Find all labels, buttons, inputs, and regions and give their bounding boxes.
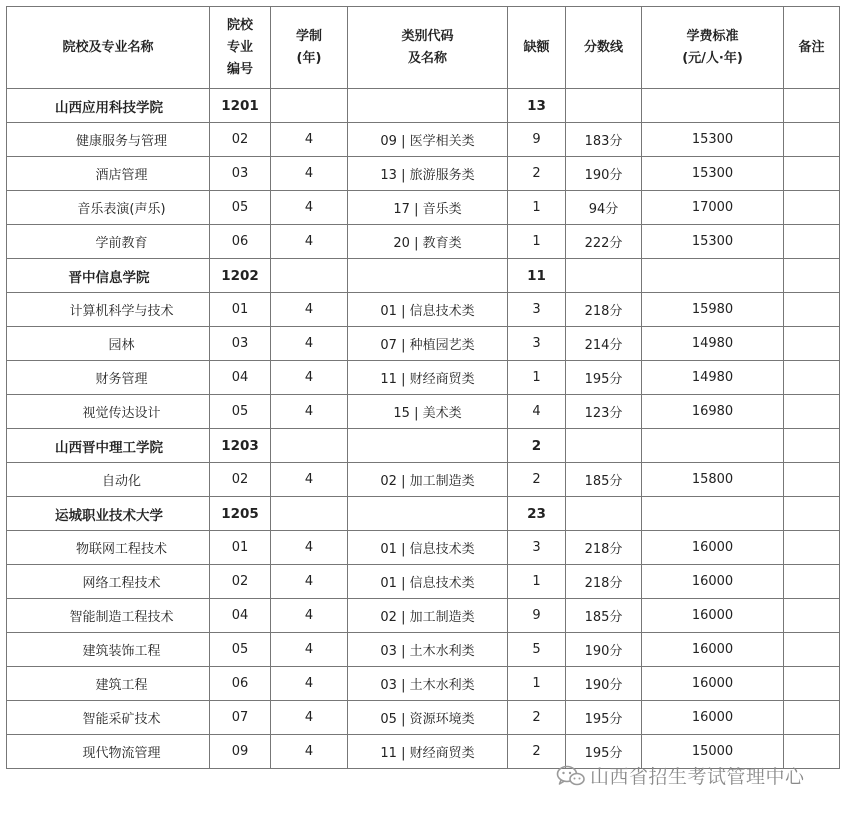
major-score: 195分 (566, 701, 642, 735)
major-category: 09 | 医学相关类 (348, 123, 508, 157)
major-code: 05 (210, 191, 271, 225)
major-code: 05 (210, 633, 271, 667)
school-row (7, 497, 840, 531)
header-code-line: 专业 (226, 39, 253, 55)
major-category: 01 | 信息技术类 (348, 293, 508, 327)
major-score: 190分 (566, 667, 642, 701)
header-name: 院校及专业名称 (7, 7, 210, 89)
major-vacancy: 3 (508, 531, 566, 565)
header-code-line: 编号 (226, 61, 253, 77)
major-vacancy: 2 (508, 463, 566, 497)
school-vacancy: 13 (508, 89, 566, 123)
major-score: 195分 (566, 735, 642, 769)
major-years: 4 (271, 701, 348, 735)
major-years: 4 (271, 565, 348, 599)
major-years: 4 (271, 531, 348, 565)
school-name: 晋中信息学院 (7, 259, 210, 293)
major-name: 音乐表演(声乐) (7, 191, 210, 225)
school-category-cell (348, 429, 508, 463)
major-score: 94分 (566, 191, 642, 225)
major-category: 02 | 加工制造类 (348, 463, 508, 497)
school-code: 1203 (210, 429, 271, 463)
major-vacancy: 9 (508, 123, 566, 157)
major-remark (784, 157, 840, 191)
school-name: 运城职业技术大学 (7, 497, 210, 531)
school-remark-cell (784, 429, 840, 463)
school-name: 山西晋中理工学院 (7, 429, 210, 463)
major-score: 185分 (566, 599, 642, 633)
major-name: 园林 (7, 327, 210, 361)
table-body (7, 89, 840, 769)
major-years: 4 (271, 157, 348, 191)
major-fee: 16000 (642, 701, 784, 735)
school-category-cell (348, 497, 508, 531)
school-fee-cell (642, 259, 784, 293)
school-category-cell (348, 259, 508, 293)
header-fee (642, 7, 784, 89)
header-years-line: 学制 (295, 28, 322, 44)
major-fee: 16000 (642, 565, 784, 599)
major-fee: 16000 (642, 599, 784, 633)
school-fee-cell (642, 89, 784, 123)
major-category: 03 | 土木水利类 (348, 667, 508, 701)
header-years (271, 7, 348, 89)
major-code: 02 (210, 565, 271, 599)
major-row (7, 599, 840, 633)
major-years: 4 (271, 735, 348, 769)
major-vacancy: 1 (508, 225, 566, 259)
major-score: 218分 (566, 531, 642, 565)
major-row (7, 667, 840, 701)
major-years: 4 (271, 463, 348, 497)
major-row (7, 157, 840, 191)
major-fee: 15300 (642, 157, 784, 191)
school-vacancy: 23 (508, 497, 566, 531)
major-score: 183分 (566, 123, 642, 157)
header-remark: 备注 (784, 7, 840, 89)
major-row (7, 361, 840, 395)
major-category: 01 | 信息技术类 (348, 531, 508, 565)
major-remark (784, 531, 840, 565)
major-vacancy: 9 (508, 599, 566, 633)
major-row (7, 463, 840, 497)
major-row (7, 327, 840, 361)
major-category: 13 | 旅游服务类 (348, 157, 508, 191)
major-vacancy: 2 (508, 701, 566, 735)
header-code (210, 7, 271, 89)
major-code: 06 (210, 225, 271, 259)
major-years: 4 (271, 293, 348, 327)
major-remark (784, 463, 840, 497)
major-score: 214分 (566, 327, 642, 361)
major-category: 17 | 音乐类 (348, 191, 508, 225)
major-name: 学前教育 (7, 225, 210, 259)
major-fee: 15300 (642, 225, 784, 259)
header-years-line: (年) (296, 50, 322, 66)
school-row (7, 259, 840, 293)
major-name: 自动化 (7, 463, 210, 497)
major-score: 218分 (566, 293, 642, 327)
major-score: 123分 (566, 395, 642, 429)
major-fee: 14980 (642, 361, 784, 395)
major-fee: 16980 (642, 395, 784, 429)
major-remark (784, 565, 840, 599)
major-name: 物联网工程技术 (7, 531, 210, 565)
major-name: 健康服务与管理 (7, 123, 210, 157)
school-score-cell (566, 497, 642, 531)
major-remark (784, 395, 840, 429)
major-fee: 15300 (642, 123, 784, 157)
major-row (7, 395, 840, 429)
major-vacancy: 2 (508, 157, 566, 191)
major-category: 03 | 土木水利类 (348, 633, 508, 667)
watermark (556, 762, 805, 789)
major-fee: 14980 (642, 327, 784, 361)
major-row (7, 701, 840, 735)
major-fee: 16000 (642, 531, 784, 565)
major-remark (784, 361, 840, 395)
major-row (7, 565, 840, 599)
wechat-icon (556, 764, 586, 788)
major-row (7, 293, 840, 327)
header-score: 分数线 (566, 7, 642, 89)
school-vacancy: 11 (508, 259, 566, 293)
school-remark-cell (784, 497, 840, 531)
major-category: 05 | 资源环境类 (348, 701, 508, 735)
major-remark (784, 599, 840, 633)
major-vacancy: 1 (508, 667, 566, 701)
major-fee: 16000 (642, 633, 784, 667)
school-fee-cell (642, 429, 784, 463)
header-row (7, 7, 840, 89)
major-years: 4 (271, 327, 348, 361)
major-vacancy: 3 (508, 293, 566, 327)
major-score: 195分 (566, 361, 642, 395)
major-code: 07 (210, 701, 271, 735)
header-category-line: 及名称 (407, 50, 447, 66)
header-category (348, 7, 508, 89)
major-fee: 15980 (642, 293, 784, 327)
school-score-cell (566, 89, 642, 123)
major-name: 财务管理 (7, 361, 210, 395)
major-category: 11 | 财经商贸类 (348, 735, 508, 769)
major-code: 03 (210, 157, 271, 191)
header-vacancy: 缺额 (508, 7, 566, 89)
major-fee: 15000 (642, 735, 784, 769)
major-code: 06 (210, 667, 271, 701)
school-remark-cell (784, 89, 840, 123)
major-remark (784, 225, 840, 259)
major-code: 01 (210, 293, 271, 327)
major-years: 4 (271, 667, 348, 701)
major-remark (784, 667, 840, 701)
school-fee-cell (642, 497, 784, 531)
major-code: 02 (210, 463, 271, 497)
major-years: 4 (271, 225, 348, 259)
major-category: 07 | 种植园艺类 (348, 327, 508, 361)
major-score: 190分 (566, 157, 642, 191)
school-code: 1201 (210, 89, 271, 123)
major-name: 现代物流管理 (7, 735, 210, 769)
major-name: 智能采矿技术 (7, 701, 210, 735)
major-remark (784, 327, 840, 361)
school-years-cell (271, 429, 348, 463)
major-score: 222分 (566, 225, 642, 259)
header-code-line: 院校 (226, 17, 253, 33)
major-name: 酒店管理 (7, 157, 210, 191)
major-fee: 15800 (642, 463, 784, 497)
major-name: 建筑工程 (7, 667, 210, 701)
major-years: 4 (271, 123, 348, 157)
school-score-cell (566, 429, 642, 463)
major-row (7, 191, 840, 225)
major-fee: 17000 (642, 191, 784, 225)
major-name: 建筑装饰工程 (7, 633, 210, 667)
major-vacancy: 1 (508, 565, 566, 599)
major-row (7, 633, 840, 667)
major-name: 计算机科学与技术 (7, 293, 210, 327)
school-score-cell (566, 259, 642, 293)
major-years: 4 (271, 361, 348, 395)
watermark-text: 山西省招生考试管理中心 (590, 766, 805, 788)
major-remark (784, 633, 840, 667)
major-code: 04 (210, 599, 271, 633)
major-vacancy: 1 (508, 361, 566, 395)
major-years: 4 (271, 191, 348, 225)
major-remark (784, 701, 840, 735)
major-name: 网络工程技术 (7, 565, 210, 599)
major-vacancy: 1 (508, 191, 566, 225)
major-score: 190分 (566, 633, 642, 667)
school-code: 1202 (210, 259, 271, 293)
major-vacancy: 2 (508, 735, 566, 769)
major-row (7, 225, 840, 259)
school-years-cell (271, 259, 348, 293)
major-vacancy: 5 (508, 633, 566, 667)
school-row (7, 89, 840, 123)
major-row (7, 531, 840, 565)
major-category: 11 | 财经商贸类 (348, 361, 508, 395)
major-remark (784, 123, 840, 157)
major-years: 4 (271, 395, 348, 429)
major-code: 01 (210, 531, 271, 565)
school-years-cell (271, 89, 348, 123)
major-name: 视觉传达设计 (7, 395, 210, 429)
school-remark-cell (784, 259, 840, 293)
major-code: 03 (210, 327, 271, 361)
major-years: 4 (271, 599, 348, 633)
major-score: 185分 (566, 463, 642, 497)
major-row (7, 123, 840, 157)
major-remark (784, 293, 840, 327)
school-category-cell (348, 89, 508, 123)
major-code: 09 (210, 735, 271, 769)
admission-table (6, 6, 840, 769)
major-category: 01 | 信息技术类 (348, 565, 508, 599)
school-name: 山西应用科技学院 (7, 89, 210, 123)
major-years: 4 (271, 633, 348, 667)
major-fee: 16000 (642, 667, 784, 701)
major-remark (784, 191, 840, 225)
major-category: 20 | 教育类 (348, 225, 508, 259)
header-category-line: 类别代码 (401, 28, 454, 44)
major-code: 05 (210, 395, 271, 429)
major-vacancy: 3 (508, 327, 566, 361)
major-code: 04 (210, 361, 271, 395)
header-fee-line: (元/人·年) (682, 50, 743, 66)
major-code: 02 (210, 123, 271, 157)
header-fee-line: 学费标准 (686, 28, 739, 44)
major-score: 218分 (566, 565, 642, 599)
major-category: 15 | 美术类 (348, 395, 508, 429)
school-vacancy: 2 (508, 429, 566, 463)
major-vacancy: 4 (508, 395, 566, 429)
school-row (7, 429, 840, 463)
school-years-cell (271, 497, 348, 531)
school-code: 1205 (210, 497, 271, 531)
major-name: 智能制造工程技术 (7, 599, 210, 633)
major-category: 02 | 加工制造类 (348, 599, 508, 633)
